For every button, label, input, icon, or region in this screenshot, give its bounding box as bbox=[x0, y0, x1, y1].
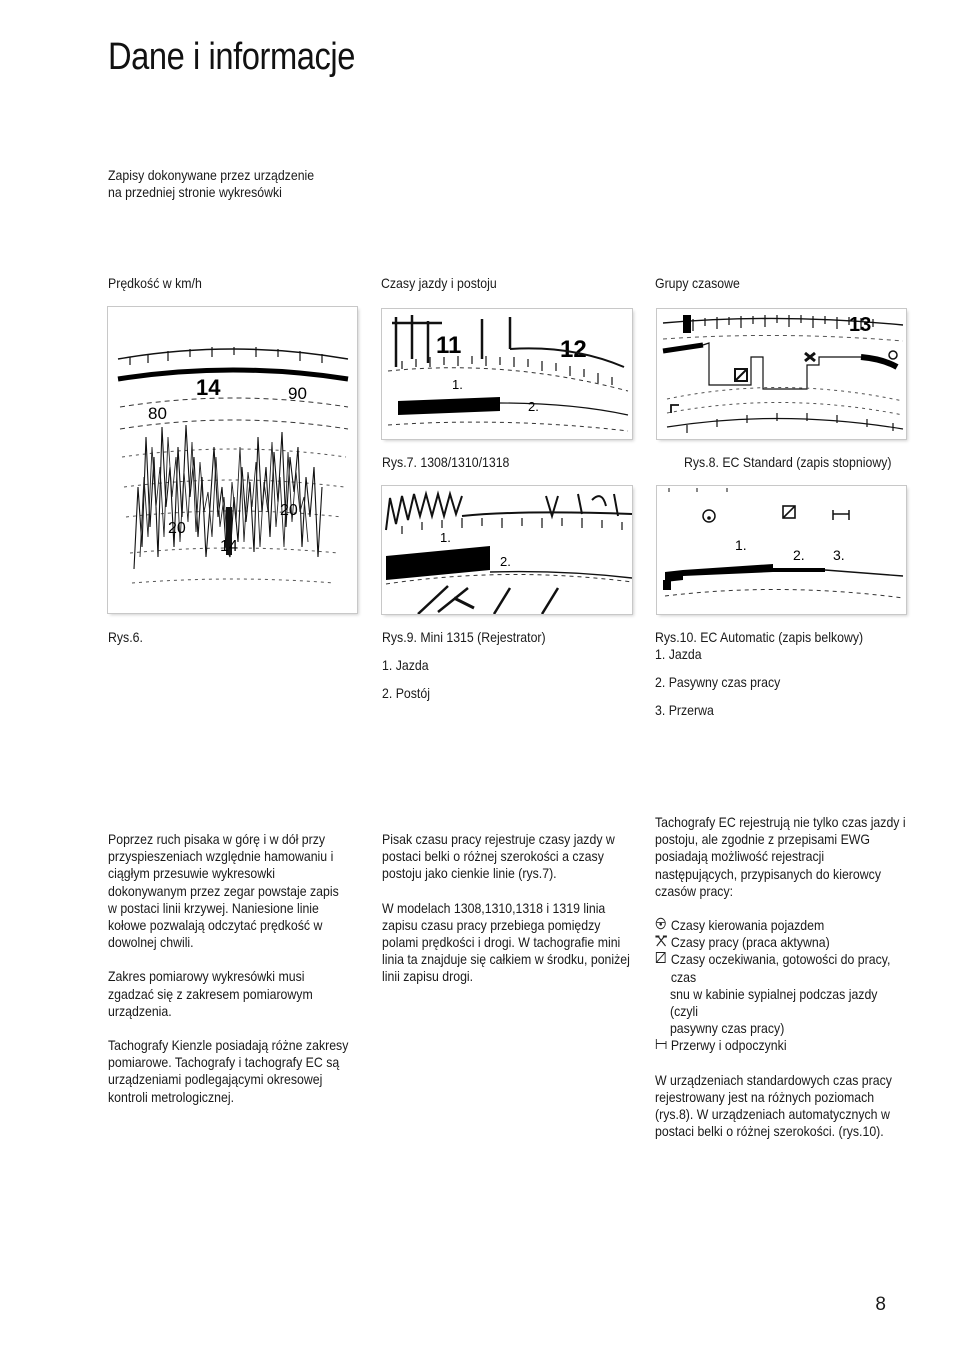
col2-paragraph-2: W modelach 1308,1310,1318 i 1319 linia zapisu czasu pracy przebiega pomiędzy polami prędkości i drogi. W tachografie mini linia ta znajduje się całkiem w środku, poniżej linii zapisu drogi. bbox=[382, 899, 630, 985]
figure-mini-1315 bbox=[382, 486, 632, 614]
list-item-rest-text: Przerwy i odpoczynki bbox=[670, 1037, 787, 1054]
heading-speed: Prędkość w km/h bbox=[108, 275, 202, 291]
fig6-mark-d: 20 bbox=[168, 520, 186, 537]
page-number: 8 bbox=[875, 1294, 886, 1315]
heading-driving-times: Czasy jazdy i postoju bbox=[381, 275, 497, 291]
caption-rys6: Rys.6. bbox=[108, 629, 143, 645]
caption-rys7: Rys.7. 1308/1310/1318 bbox=[382, 454, 510, 470]
col3-paragraph-2: W urządzeniach standardowych czas pracy rejestrowany jest na różnych poziomach (rys.8). W urządzeniach automatycznych w postaci belki o różnej szerokości. (rys.10). bbox=[655, 1071, 892, 1140]
caption-rys10 bbox=[655, 629, 863, 719]
col1-paragraph-3: Tachografy Kienzle posiadają różne zakresy pomiarowe. Tachografy i tachografy EC są urządzeniami podlegającymi okresowej kontroli metrologicznej. bbox=[108, 1037, 349, 1105]
fig6-mark-e: 14 bbox=[220, 538, 238, 555]
col1-paragraph-1: Poprzez ruch pisaka w górę i w dół przy przyspieszeniach względnie hamowaniu i ciągłym przesuwie wykresowki dokonywanym przez zegar powstaje zapis w postaci linii krzywej. Naniesione linie kołowe pozwalają odczytać prędkość w dowolnej chwili. bbox=[108, 831, 339, 951]
list-item-availability bbox=[655, 951, 906, 985]
col3-paragraph-1: Tachografy EC rejestrują nie tylko czas jazdy i postoju, ale zgodnie z przepisami EWG posiadają możliwość rejestracji następujących, przypisanych do kierowcy czasów pracy: bbox=[655, 814, 906, 899]
fig9-mark-a: 1. bbox=[440, 530, 451, 545]
list-item-availability-cont-2: pasywny czas pracy) bbox=[669, 1020, 785, 1037]
figure-1308-recording bbox=[382, 309, 632, 439]
intro-text bbox=[108, 167, 314, 201]
list-item-rest bbox=[655, 1037, 906, 1054]
intro-line-1: Zapisy dokonywane przez urządzenie bbox=[108, 167, 315, 183]
bed-icon bbox=[655, 1037, 671, 1054]
fig8-mark-a: 13 bbox=[849, 314, 872, 336]
work-time-list bbox=[655, 917, 906, 1055]
heading-time-groups: Grupy czasowe bbox=[655, 275, 740, 291]
caption-rys9 bbox=[382, 629, 546, 702]
caption-rys10-line-2: 2. Pasywny czas pracy bbox=[655, 674, 781, 690]
page-title: Dane i informacje bbox=[108, 36, 355, 78]
caption-rys10-line-3: 3. Przerwa bbox=[655, 702, 714, 718]
fig10-mark-a: 1. bbox=[735, 537, 747, 553]
text-column-3 bbox=[655, 814, 906, 1157]
list-item-availability-text: Czasy oczekiwania, gotowości do pracy, czas bbox=[670, 951, 891, 985]
text-column-2 bbox=[382, 831, 632, 1003]
fig6-mark-a: 14 bbox=[196, 375, 221, 400]
list-item-work-text: Czasy pracy (praca aktywna) bbox=[670, 934, 830, 951]
caption-rys9-line-1: 1. Jazda bbox=[382, 657, 429, 673]
figure-ec-standard bbox=[657, 309, 906, 439]
col1-paragraph-2: Zakres pomiarowy wykresówki musi zgadzać się z zakresem pomiarowym urządzenia. bbox=[108, 968, 313, 1019]
list-item-driving bbox=[655, 917, 906, 934]
intro-line-2: na przedniej stronie wykresówki bbox=[108, 184, 282, 200]
text-column-1 bbox=[108, 831, 351, 1123]
steering-wheel-icon bbox=[655, 917, 671, 934]
col2-paragraph-1: Pisak czasu pracy rejestruje czasy jazdy w postaci belki o różnej szerokości a czasy postoju jako cienkie linie (rys.7). bbox=[382, 831, 615, 882]
fig6-mark-c: 80 bbox=[148, 404, 167, 423]
fig7-mark-a: 11 bbox=[436, 332, 462, 359]
fig10-mark-c: 3. bbox=[833, 547, 845, 563]
caption-rys8: Rys.8. EC Standard (zapis stopniowy) bbox=[684, 454, 892, 470]
availability-box-icon bbox=[655, 951, 671, 968]
caption-rys10-title: Rys.10. EC Automatic (zapis belkowy) bbox=[655, 629, 864, 645]
fig7-mark-c: 1. bbox=[452, 377, 463, 392]
list-item-availability-cont-1: snu w kabinie sypialnej podczas jazdy (czyli bbox=[669, 985, 878, 1020]
fig7-mark-d: 2. bbox=[528, 399, 539, 414]
caption-rys9-line-2: 2. Postój bbox=[382, 685, 430, 701]
caption-rys9-title: Rys.9. Mini 1315 (Rejestrator) bbox=[382, 629, 546, 645]
figure-ec-automatic bbox=[657, 486, 906, 614]
fig6-mark-b: 90 bbox=[288, 384, 307, 403]
fig6-mark-f: 20 bbox=[280, 502, 298, 519]
caption-rys10-line-1: 1. Jazda bbox=[655, 646, 702, 662]
list-item-driving-text: Czasy kierowania pojazdem bbox=[670, 917, 825, 934]
fig7-mark-b: 12 bbox=[560, 336, 587, 363]
hammers-icon bbox=[655, 934, 671, 951]
fig9-mark-b: 2. bbox=[500, 554, 511, 569]
figure-speed-chart bbox=[108, 307, 357, 613]
list-item-work bbox=[655, 934, 906, 951]
fig10-mark-b: 2. bbox=[793, 547, 805, 563]
